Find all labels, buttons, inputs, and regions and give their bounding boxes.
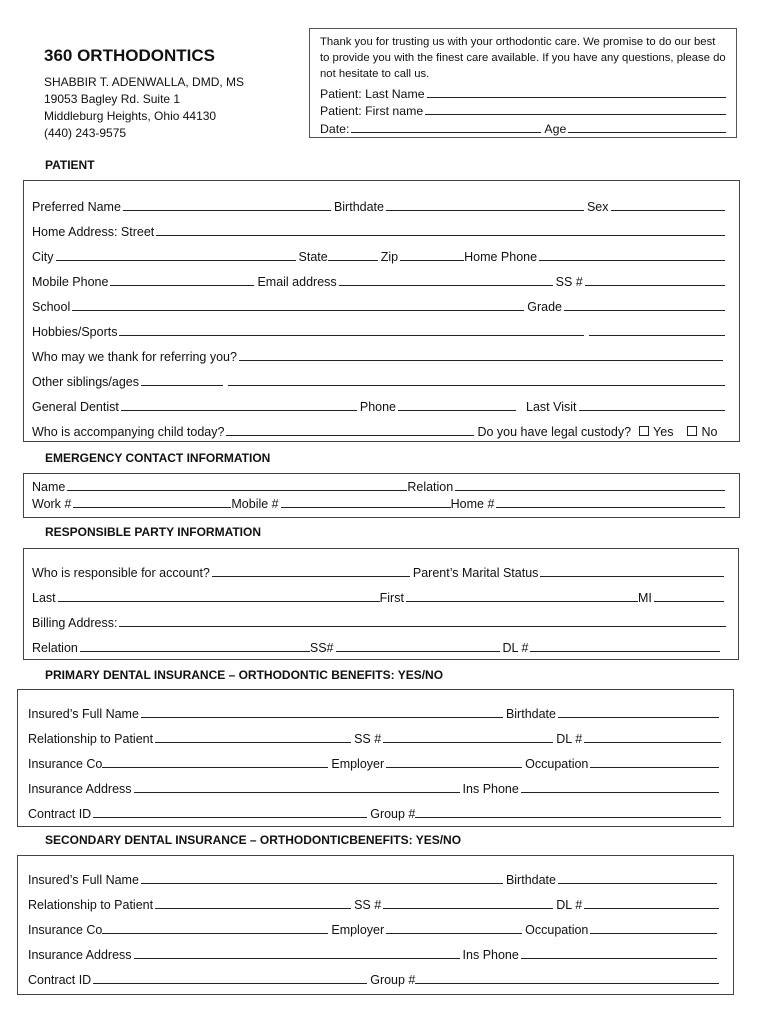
practice-phone: (440) 243-9575 [44, 126, 127, 140]
marital-status-label: Parent’s Marital Status [412, 566, 539, 580]
primary-relationship-label: Relationship to Patient [28, 732, 154, 746]
dentist-field[interactable] [121, 410, 357, 411]
primary-company-field[interactable] [102, 767, 328, 768]
date-label: Date: [320, 121, 350, 136]
primary-company-row [28, 751, 719, 771]
custody-label: Do you have legal custody? [477, 425, 632, 439]
secondary-relationship-field[interactable] [155, 908, 351, 909]
email-label: Email address [257, 275, 337, 289]
school-row [32, 294, 725, 314]
patient-ss-label: SS # [555, 275, 583, 289]
city-label: City [32, 250, 54, 264]
secondary-insurance-section-title: SECONDARY DENTAL INSURANCE – ORTHODONTICBENEFITS: YES/NO [45, 833, 462, 847]
siblings-field-2[interactable] [228, 385, 725, 386]
referral-field[interactable] [239, 360, 723, 361]
dentist-phone-label: Phone [359, 400, 397, 414]
primary-ins-phone-label: Ins Phone [462, 782, 519, 796]
primary-insured-row [28, 701, 719, 721]
primary-contract-field[interactable] [93, 817, 367, 818]
practice-header [44, 46, 244, 142]
last-visit-label: Last Visit [526, 400, 577, 414]
custody-no-label: No [701, 425, 718, 439]
primary-employer-field[interactable] [386, 767, 522, 768]
primary-ss-field[interactable] [383, 742, 553, 743]
secondary-address-field[interactable] [134, 958, 460, 959]
responsible-ss-field[interactable] [336, 651, 500, 652]
primary-employer-label: Employer [331, 757, 385, 771]
home-phone-field[interactable] [539, 260, 725, 261]
home-address-row [32, 219, 725, 239]
hobbies-label: Hobbies/Sports [32, 325, 118, 339]
primary-relationship-field[interactable] [155, 742, 351, 743]
primary-insurance-box [17, 689, 734, 827]
emergency-mobile-field[interactable] [281, 507, 451, 508]
secondary-company-field[interactable] [102, 933, 328, 934]
secondary-employer-label: Employer [331, 923, 385, 937]
age-label: Age [544, 121, 567, 136]
marital-status-field[interactable] [540, 576, 724, 577]
emergency-name-label: Name [32, 480, 66, 494]
accompanying-label: Who is accompanying child today? [32, 425, 225, 439]
sex-field[interactable] [611, 210, 725, 211]
emergency-home-label: Home # [450, 497, 495, 511]
custody-yes-checkbox[interactable] [639, 426, 649, 436]
mobile-phone-field[interactable] [110, 285, 254, 286]
emergency-box [23, 473, 740, 518]
primary-insured-field[interactable] [141, 717, 503, 718]
billing-address-field[interactable] [119, 626, 726, 627]
secondary-contract-field[interactable] [93, 983, 367, 984]
primary-contract-row [28, 801, 721, 821]
secondary-ss-field[interactable] [383, 908, 553, 909]
secondary-insured-field[interactable] [141, 883, 503, 884]
email-field[interactable] [339, 285, 553, 286]
emergency-relation-field[interactable] [455, 490, 725, 491]
emergency-name-row [32, 476, 725, 494]
emergency-work-field[interactable] [73, 507, 231, 508]
preferred-name-row [32, 194, 725, 214]
custody-row [32, 419, 719, 439]
emergency-work-label: Work # [32, 497, 72, 511]
primary-ins-phone-field[interactable] [521, 792, 719, 793]
billing-row [32, 610, 726, 630]
primary-group-label: Group # [370, 807, 416, 821]
primary-insurance-section-title: PRIMARY DENTAL INSURANCE – ORTHODONTIC BENEFITS: YES/NO [45, 668, 444, 682]
responsible-last-field[interactable] [58, 601, 380, 602]
secondary-company-row [28, 917, 717, 937]
city-field[interactable] [56, 260, 296, 261]
secondary-group-field[interactable] [415, 983, 719, 984]
date-field[interactable] [351, 132, 541, 133]
secondary-group-label: Group # [370, 973, 416, 987]
emergency-phones-row [32, 493, 725, 511]
secondary-birthdate-label: Birthdate [505, 873, 556, 887]
emergency-section-title: EMERGENCY CONTACT INFORMATION [45, 451, 271, 465]
emergency-relation-label: Relation [407, 480, 454, 494]
patient-box [23, 180, 740, 442]
referral-row [32, 344, 723, 364]
responsible-section-title: RESPONSIBLE PARTY INFORMATION [45, 525, 262, 539]
responsible-name-row [32, 585, 724, 605]
responsible-box [23, 548, 739, 660]
siblings-field[interactable] [141, 385, 223, 386]
responsible-first-label: First [379, 591, 404, 605]
referral-label: Who may we thank for referring you? [32, 350, 237, 364]
secondary-address-label: Insurance Address [28, 948, 132, 962]
dentist-phone-field[interactable] [398, 410, 516, 411]
primary-dl-label: DL # [556, 732, 583, 746]
primary-occupation-label: Occupation [525, 757, 589, 771]
practice-street: 19053 Bagley Rd. Suite 1 [44, 92, 181, 106]
mobile-row [32, 269, 725, 289]
mobile-phone-label: Mobile Phone [32, 275, 109, 289]
siblings-label: Other siblings/ages [32, 375, 140, 389]
grade-label: Grade [527, 300, 562, 314]
school-field[interactable] [72, 310, 524, 311]
emergency-home-field[interactable] [496, 507, 725, 508]
responsible-last-label: Last [32, 591, 56, 605]
responsible-who-field[interactable] [212, 576, 410, 577]
birthdate-label: Birthdate [333, 200, 384, 214]
responsible-who-row [32, 560, 724, 580]
home-phone-label: Home Phone [464, 250, 538, 264]
secondary-ss-label: SS # [354, 898, 382, 912]
patient-last-name-label: Patient: Last Name [320, 86, 425, 101]
preferred-name-label: Preferred Name [32, 200, 121, 214]
hobbies-row [32, 319, 725, 339]
school-label: School [32, 300, 71, 314]
emergency-name-field[interactable] [67, 490, 407, 491]
secondary-insured-row [28, 867, 717, 887]
secondary-relationship-row [28, 892, 719, 912]
primary-insured-label: Insured’s Full Name [28, 707, 139, 721]
secondary-ins-phone-field[interactable] [521, 958, 717, 959]
doctor-name: SHABBIR T. ADENWALLA, DMD, MS [44, 75, 245, 89]
dentist-label: General Dentist [32, 400, 119, 414]
hobbies-field[interactable] [119, 335, 584, 336]
dentist-row [32, 394, 725, 414]
patient-ss-field[interactable] [585, 285, 725, 286]
primary-relationship-row [28, 726, 721, 746]
secondary-relationship-label: Relationship to Patient [28, 898, 154, 912]
responsible-id-row [32, 635, 720, 655]
custody-yes-label: Yes [653, 425, 674, 439]
secondary-insurance-box [17, 855, 734, 995]
accompanying-field[interactable] [226, 435, 474, 436]
secondary-occupation-label: Occupation [525, 923, 589, 937]
responsible-who-label: Who is responsible for account? [32, 566, 210, 580]
hobbies-field-2[interactable] [589, 335, 725, 336]
billing-address-label: Billing Address: [32, 616, 118, 630]
primary-birthdate-label: Birthdate [505, 707, 556, 721]
siblings-row [32, 369, 725, 389]
primary-occupation-field[interactable] [590, 767, 719, 768]
custody-no-checkbox[interactable] [687, 426, 697, 436]
patient-first-name-row [320, 101, 726, 119]
age-field[interactable] [568, 132, 726, 133]
last-visit-field[interactable] [579, 410, 725, 411]
responsible-relation-label: Relation [32, 641, 78, 655]
secondary-dl-field[interactable] [584, 908, 719, 909]
secondary-birthdate-field[interactable] [558, 883, 717, 884]
responsible-mi-field[interactable] [654, 601, 724, 602]
city-row [32, 244, 725, 264]
practice-name: 360 ORTHODONTICS [44, 46, 215, 65]
preferred-name-field[interactable] [123, 210, 331, 211]
practice-city: Middleburg Heights, Ohio 44130 [44, 109, 217, 123]
primary-company-label: Insurance Co [28, 757, 103, 771]
emergency-mobile-label: Mobile # [231, 497, 279, 511]
zip-label: Zip [380, 250, 399, 264]
zip-field[interactable] [400, 260, 464, 261]
secondary-dl-label: DL # [556, 898, 583, 912]
birthdate-field[interactable] [386, 210, 584, 211]
responsible-mi-label: MI [637, 591, 652, 605]
primary-birthdate-field[interactable] [558, 717, 719, 718]
primary-contract-label: Contract ID [28, 807, 92, 821]
secondary-employer-field[interactable] [386, 933, 522, 934]
sex-label: Sex [586, 200, 609, 214]
home-address-field[interactable] [156, 235, 725, 236]
primary-address-row [28, 776, 719, 796]
home-address-label: Home Address: Street [32, 225, 155, 239]
primary-group-field[interactable] [415, 817, 721, 818]
notice-box [309, 28, 737, 138]
notice-text: Thank you for trusting us with your orthodontic care. We promise to do our best to provide you with the finest care available. If you have any questions, please do not hesitate to call us. [320, 36, 726, 80]
patient-section-title: PATIENT [45, 158, 95, 172]
primary-address-label: Insurance Address [28, 782, 132, 796]
secondary-address-row [28, 942, 717, 962]
responsible-relation-field[interactable] [80, 651, 310, 652]
date-age-row [320, 118, 726, 136]
state-field[interactable] [328, 260, 378, 261]
responsible-ss-label: SS# [309, 641, 334, 655]
state-label: State [298, 250, 328, 264]
secondary-ins-phone-label: Ins Phone [462, 948, 519, 962]
grade-field[interactable] [564, 310, 725, 311]
primary-ss-label: SS # [354, 732, 382, 746]
responsible-first-field[interactable] [406, 601, 638, 602]
primary-dl-field[interactable] [584, 742, 721, 743]
secondary-occupation-field[interactable] [590, 933, 717, 934]
patient-last-name-field[interactable] [427, 97, 726, 98]
responsible-dl-label: DL # [502, 641, 529, 655]
primary-address-field[interactable] [134, 792, 460, 793]
secondary-contract-label: Contract ID [28, 973, 92, 987]
responsible-dl-field[interactable] [530, 651, 720, 652]
secondary-company-label: Insurance Co [28, 923, 103, 937]
secondary-insured-label: Insured’s Full Name [28, 873, 139, 887]
secondary-contract-row [28, 967, 719, 987]
patient-last-name-row [320, 83, 726, 101]
patient-first-name-label: Patient: First name [320, 104, 424, 118]
patient-first-name-field[interactable] [425, 114, 726, 115]
